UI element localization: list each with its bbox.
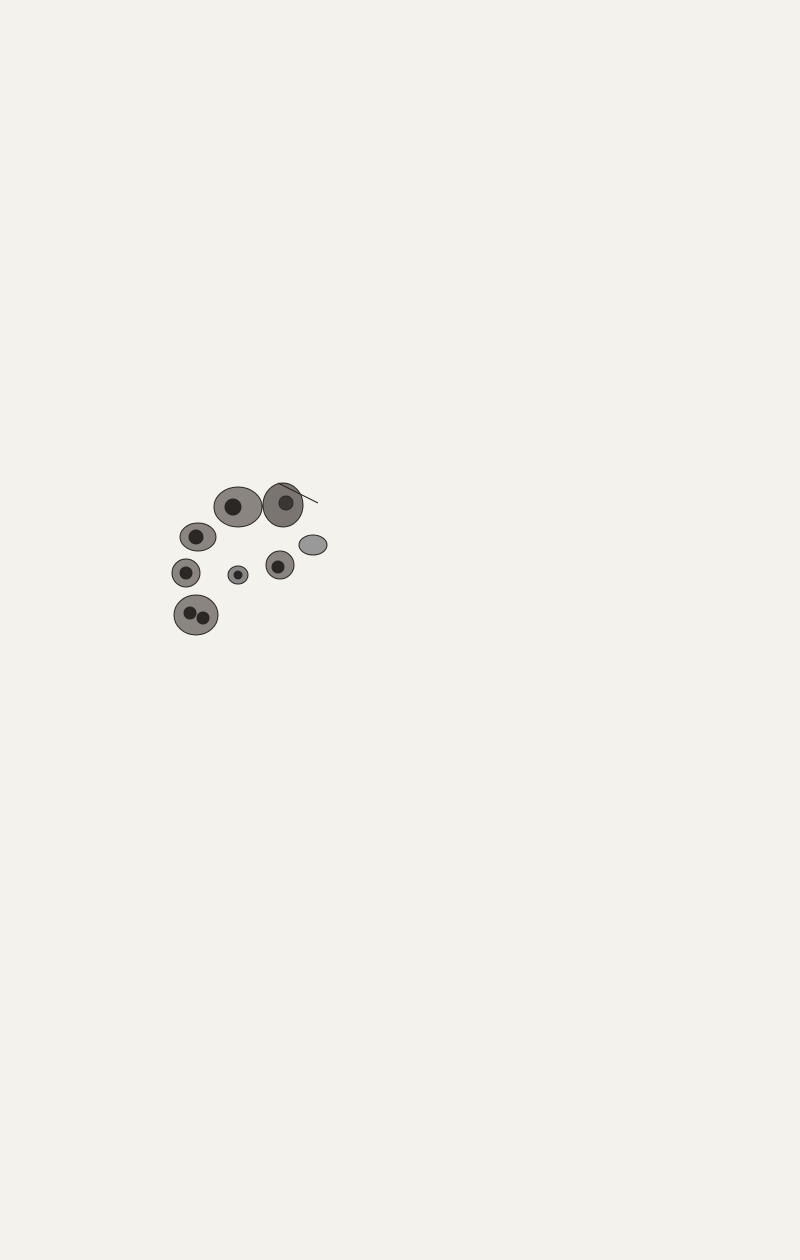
figure-7 — [108, 455, 358, 655]
cell-illustration — [108, 455, 358, 655]
